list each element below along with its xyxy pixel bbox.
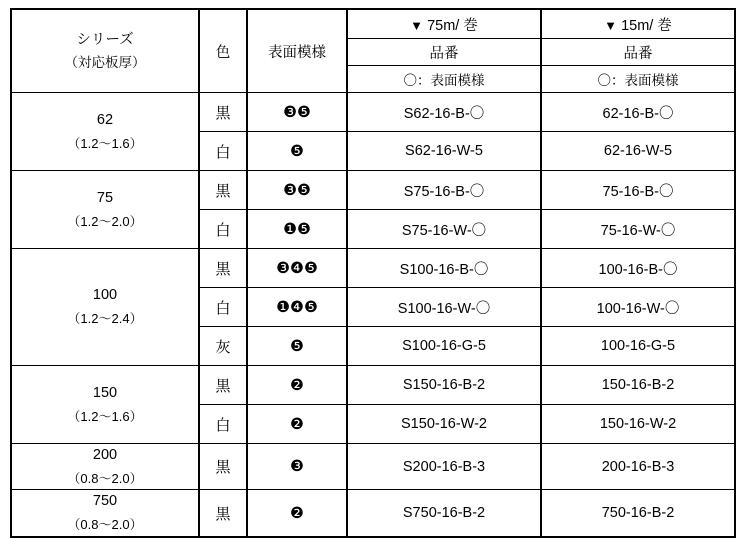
series-thickness: （1.2〜1.6） <box>67 408 143 424</box>
series-name: 750 <box>92 493 118 510</box>
color-cell: 白 <box>199 288 247 327</box>
part-number-75: S100-16-G-5 <box>347 327 541 366</box>
pattern-cell: ❺ <box>247 327 347 366</box>
part-number-15: 75-16-B-〇 <box>541 171 735 210</box>
header-partno-15-note: 〇：表面模様 <box>541 66 735 93</box>
header-partno-75-note: 〇：表面模様 <box>347 66 541 93</box>
header-group-15-label: 15m/ 巻 <box>621 17 672 34</box>
pattern-cell: ❸❹❺ <box>247 249 347 288</box>
header-partno-15: 品番 <box>541 39 735 66</box>
part-number-75: S150-16-W-2 <box>347 405 541 444</box>
color-cell: 灰 <box>199 327 247 366</box>
header-group-15 <box>541 9 735 39</box>
header-series <box>11 9 199 93</box>
part-number-75: S750-16-B-2 <box>347 490 541 537</box>
color-cell: 黒 <box>199 93 247 132</box>
part-number-75: S100-16-B-〇 <box>347 249 541 288</box>
color-cell: 黒 <box>199 366 247 405</box>
part-number-75: S200-16-B-3 <box>347 444 541 490</box>
pattern-cell: ❷ <box>247 405 347 444</box>
color-cell: 白 <box>199 405 247 444</box>
header-partno-75: 品番 <box>347 39 541 66</box>
series-name: 75 <box>96 189 114 206</box>
triangle-icon-75: ▼ <box>410 17 424 33</box>
color-cell: 黒 <box>199 171 247 210</box>
color-cell: 白 <box>199 132 247 171</box>
table-row <box>11 444 735 490</box>
part-number-15: 75-16-W-〇 <box>541 210 735 249</box>
series-cell-62 <box>11 93 199 171</box>
part-number-15: 100-16-G-5 <box>541 327 735 366</box>
series-cell-75 <box>11 171 199 249</box>
part-number-75: S150-16-B-2 <box>347 366 541 405</box>
series-cell-200 <box>11 444 199 490</box>
pattern-cell: ❸ <box>247 444 347 490</box>
part-number-75: S62-16-B-〇 <box>347 93 541 132</box>
series-thickness: （0.8〜2.0） <box>67 517 143 533</box>
part-number-15: 100-16-B-〇 <box>541 249 735 288</box>
color-cell: 白 <box>199 210 247 249</box>
series-name: 100 <box>92 287 118 304</box>
table-row <box>11 366 735 405</box>
series-name: 62 <box>96 111 114 128</box>
pattern-cell: ❸❺ <box>247 93 347 132</box>
series-cell-100 <box>11 249 199 366</box>
header-color: 色 <box>199 9 247 93</box>
product-spec-table <box>10 8 736 538</box>
header-group-75-label: 75m/ 巻 <box>427 17 478 34</box>
part-number-75: S100-16-W-〇 <box>347 288 541 327</box>
series-cell-150 <box>11 366 199 444</box>
pattern-cell: ❸❺ <box>247 171 347 210</box>
header-series-line1: シリーズ <box>76 31 134 48</box>
series-thickness: （1.2〜2.0） <box>67 213 143 229</box>
series-thickness: （1.2〜2.4） <box>67 311 143 327</box>
pattern-cell: ❷ <box>247 366 347 405</box>
part-number-15: 100-16-W-〇 <box>541 288 735 327</box>
table-row <box>11 249 735 288</box>
part-number-15: 150-16-W-2 <box>541 405 735 444</box>
pattern-cell: ❺ <box>247 132 347 171</box>
color-cell: 黒 <box>199 490 247 537</box>
table-row <box>11 93 735 132</box>
pattern-cell: ❷ <box>247 490 347 537</box>
part-number-15: 750-16-B-2 <box>541 490 735 537</box>
part-number-15: 62-16-W-5 <box>541 132 735 171</box>
part-number-75: S75-16-W-〇 <box>347 210 541 249</box>
header-group-75 <box>347 9 541 39</box>
part-number-15: 200-16-B-3 <box>541 444 735 490</box>
series-thickness: （1.2〜1.6） <box>67 135 143 151</box>
color-cell: 黒 <box>199 249 247 288</box>
table-header-row-1 <box>11 9 735 39</box>
series-name: 200 <box>92 447 118 463</box>
triangle-icon-15: ▼ <box>604 17 618 33</box>
part-number-15: 62-16-B-〇 <box>541 93 735 132</box>
table-row <box>11 490 735 537</box>
pattern-cell: ❶❺ <box>247 210 347 249</box>
series-name: 150 <box>92 384 118 401</box>
part-number-75: S62-16-W-5 <box>347 132 541 171</box>
part-number-15: 150-16-B-2 <box>541 366 735 405</box>
series-thickness: （0.8〜2.0） <box>67 470 143 486</box>
color-cell: 黒 <box>199 444 247 490</box>
series-cell-750 <box>11 490 199 537</box>
part-number-75: S75-16-B-〇 <box>347 171 541 210</box>
table-row <box>11 171 735 210</box>
header-pattern: 表面模様 <box>247 9 347 93</box>
pattern-cell: ❶❹❺ <box>247 288 347 327</box>
header-series-line2: （対応板厚） <box>64 54 146 70</box>
